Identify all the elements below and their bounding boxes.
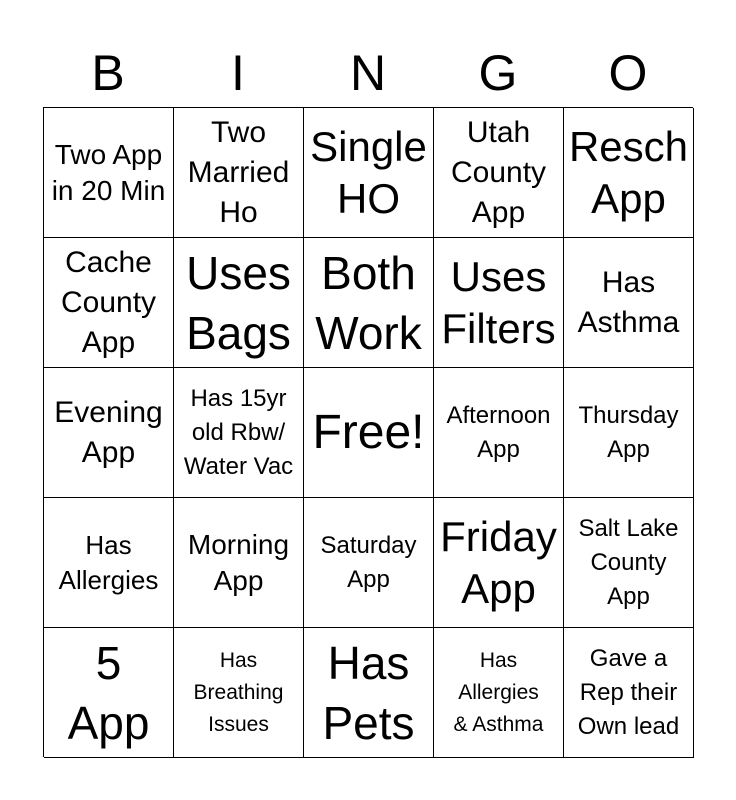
header-letter-n: N bbox=[349, 45, 387, 101]
bingo-cell[interactable] bbox=[44, 108, 174, 238]
bingo-cell[interactable] bbox=[174, 238, 304, 368]
bingo-card bbox=[43, 107, 693, 757]
cell-label: Gave a Rep their Own lead bbox=[577, 644, 680, 740]
bingo-cell[interactable] bbox=[564, 498, 694, 628]
cell-label: Salt Lake County App bbox=[578, 514, 679, 610]
cell-label: Afternoon App bbox=[446, 401, 551, 463]
bingo-cell[interactable] bbox=[434, 628, 564, 758]
bingo-cell[interactable] bbox=[44, 498, 174, 628]
cell-label: 5 App bbox=[67, 636, 150, 749]
bingo-cell[interactable] bbox=[434, 238, 564, 368]
bingo-cell[interactable] bbox=[44, 238, 174, 368]
cell-label: Evening App bbox=[54, 395, 163, 469]
cell-label: Has Pets bbox=[322, 636, 415, 749]
cell-label: Has 15yr old Rbw/ Water Vac bbox=[183, 384, 294, 480]
cell-label: Single HO bbox=[310, 122, 427, 222]
bingo-cell[interactable] bbox=[564, 108, 694, 238]
bingo-cell[interactable] bbox=[434, 498, 564, 628]
cell-label: Utah County App bbox=[450, 115, 547, 229]
cell-label: Has Allergies bbox=[58, 529, 159, 595]
bingo-cell[interactable] bbox=[174, 108, 304, 238]
bingo-cell[interactable] bbox=[564, 628, 694, 758]
cell-label: Free! bbox=[312, 405, 425, 459]
bingo-cell[interactable] bbox=[434, 108, 564, 238]
bingo-header bbox=[43, 40, 693, 106]
cell-label: Thursday App bbox=[578, 401, 679, 463]
cell-label: Friday App bbox=[440, 512, 557, 612]
bingo-cell[interactable] bbox=[304, 108, 434, 238]
header-letter-o: O bbox=[608, 45, 648, 101]
cell-label: Morning App bbox=[187, 528, 290, 596]
free-space[interactable] bbox=[304, 368, 434, 498]
cell-label: Has Asthma bbox=[577, 265, 680, 339]
bingo-cell[interactable] bbox=[304, 498, 434, 628]
bingo-cell[interactable] bbox=[174, 498, 304, 628]
bingo-cell[interactable] bbox=[304, 238, 434, 368]
header-letter-b: B bbox=[91, 45, 125, 101]
header-letter-i: I bbox=[231, 45, 245, 101]
bingo-cell[interactable] bbox=[174, 628, 304, 758]
cell-label: Both Work bbox=[315, 246, 422, 359]
cell-label: Two Married Ho bbox=[187, 115, 290, 229]
cell-label: Has Allergies & Asthma bbox=[453, 648, 544, 736]
cell-label: Uses Bags bbox=[186, 246, 291, 359]
bingo-cell[interactable] bbox=[564, 368, 694, 498]
cell-label: Two App in 20 Min bbox=[51, 138, 166, 206]
bingo-cell[interactable] bbox=[434, 368, 564, 498]
bingo-cell[interactable] bbox=[44, 368, 174, 498]
bingo-cell[interactable] bbox=[564, 238, 694, 368]
cell-label: Uses Filters bbox=[441, 252, 556, 352]
header-letter-g: G bbox=[478, 45, 518, 101]
cell-label: Saturday App bbox=[320, 531, 417, 593]
cell-label: Has Breathing Issues bbox=[193, 648, 284, 736]
cell-label: Cache County App bbox=[60, 245, 157, 359]
bingo-cell[interactable] bbox=[44, 628, 174, 758]
cell-label: Resch App bbox=[568, 122, 689, 222]
bingo-cell[interactable] bbox=[304, 628, 434, 758]
bingo-cell[interactable] bbox=[174, 368, 304, 498]
